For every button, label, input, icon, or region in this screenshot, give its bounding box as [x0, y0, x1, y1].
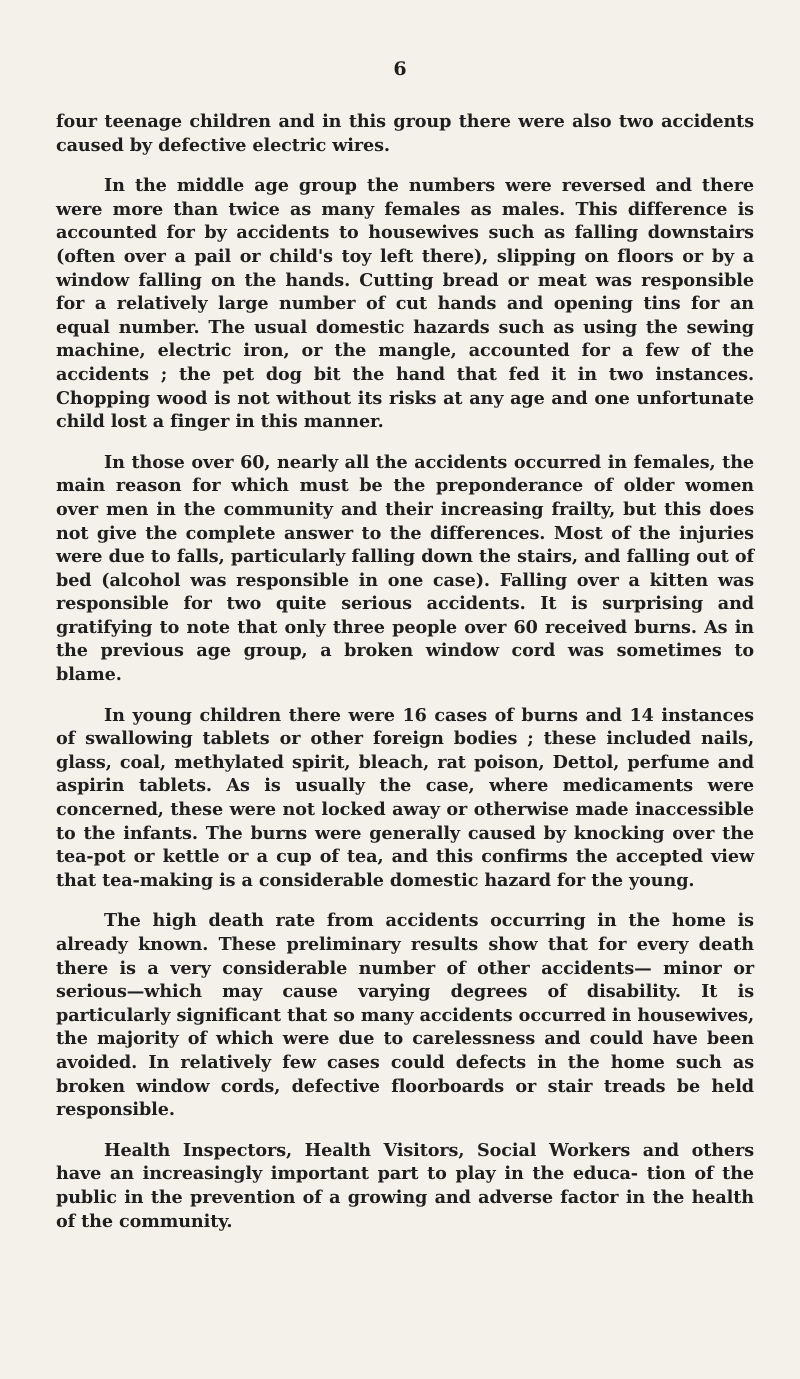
- paragraph-continuation: four teenage children and in this group there were also two accidents caused by defective electric wires.: [56, 111, 754, 156]
- paragraph-over-60: In those over 60, nearly all the accidents occurred in females, the main reason for which must be the preponderance of older women over men in the community and their increasing frailty, but this does not give the complete answer to the differences. Most of the injuries were due to falls, particularly falling down the stairs, and falling out of bed (alcohol was responsible in one case). Falling over a kitten was responsible for two quite serious accidents. It is surprising and gratifying to note that only three people over 60 received burns. As in the previous age group, a broken window cord was sometimes to blame.: [56, 451, 754, 686]
- paragraph-middle-age-group: In the middle age group the numbers were reversed and there were more than twice as many females as males. This difference is accounted for by accidents to housewives such as falling downstairs (often over a pail or child's toy left there), slipping on floors or by a window falling on the hands. Cutting bread or meat was responsible for a relatively large number of cut hands and opening tins for an equal number. The usual domestic hazards such as using the sewing machine, electric iron, or the mangle, accounted for a few of the accidents ; the pet dog bit the hand that fed it in two instances. Chopping wood is not without its risks at any age and one unfortunate child lost a finger in this manner.: [56, 175, 754, 433]
- paragraph-health-workers: Health Inspectors, Health Visitors, Social Workers and others have an increasingly important part to play in the educa- tion of the public in the prevention of a growing and adverse factor in the health of the community.: [56, 1139, 754, 1232]
- document-body: [56, 110, 754, 1233]
- page-number: 6: [393, 58, 407, 80]
- paragraph-death-rate: The high death rate from accidents occurring in the home is already known. These preliminary results show that for every death there is a very considerable number of other accidents— minor or serious—which may cause varying degrees of disability. It is particularly significant that so many accidents occurred in housewives, the majority of which were due to carelessness and could have been avoided. In relatively few cases could defects in the home such as broken window cords, defective floorboards or stair treads be held responsible.: [56, 910, 754, 1121]
- paragraph-young-children: In young children there were 16 cases of burns and 14 instances of swallowing tablets or other foreign bodies ; these included nails, glass, coal, methylated spirit, bleach, rat poison, Dettol, perfume and aspirin tablets. As is usually the case, where medicaments were concerned, these were not locked away or otherwise made inaccessible to the infants. The burns were generally caused by knocking over the tea-pot or kettle or a cup of tea, and this confirms the accepted view that tea-making is a considerable domestic hazard for the young.: [56, 704, 754, 891]
